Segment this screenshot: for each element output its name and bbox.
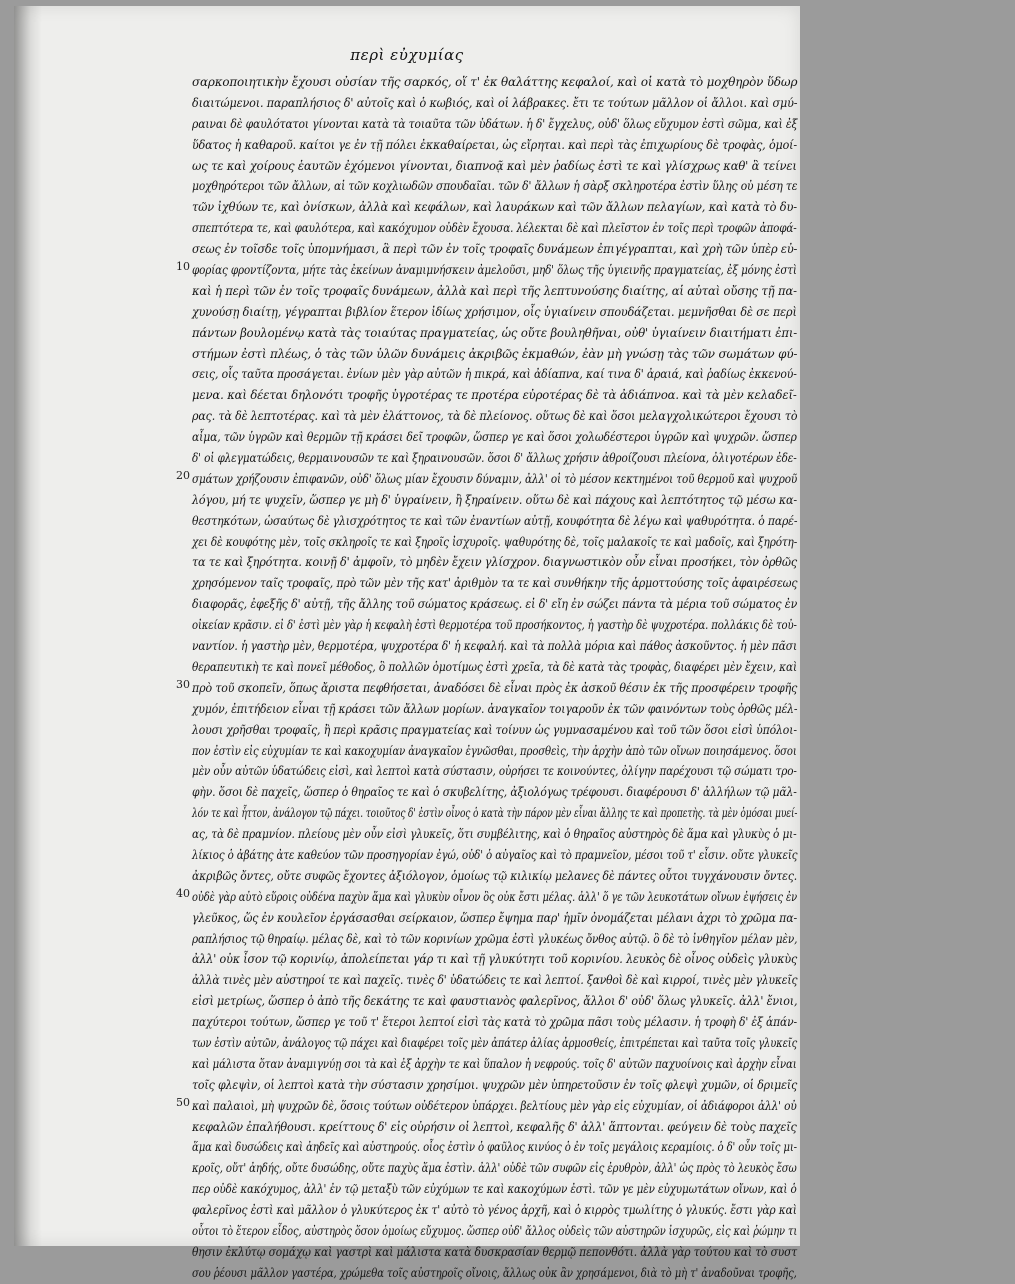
text-line [192, 1221, 797, 1242]
text-line [192, 490, 797, 511]
text-line [192, 1012, 797, 1033]
text-line [192, 1242, 797, 1263]
line-text: φὴν. ὅσοι δὲ παχεῖς, ὥσπερ ὁ θηραῖος τε καὶ ὁ σκυβελίτης, ἀξιολόγως τρέφουσι. διαφέρουσι δ' ἀλλήλων τῷ μᾶλ- [192, 785, 797, 800]
line-text: σου ῥέουσι μᾶλλον γαστέρα, χρώμεθα τοῖς αὐστηροῖς οἴνοις, ἄλλως οὐκ ἂν χρησάμενοι, διὰ τὸ μὴ τ' ἀναδοῦναι τροφῆς, [192, 1265, 797, 1280]
text-line [192, 782, 797, 803]
line-text: χυνούσῃ διαίτῃ, γέγραπται βιβλίον ἕτερον ἰδίως χρήσιμον, οἷς ὑγιαίνειν σπουδάζεται. μεμνῆσθαι δὲ σε περὶ [192, 304, 797, 319]
line-text: ἀλλὰ τινὲς μὲν αὐστηροί τε καὶ παχεῖς. τινὲς δ' ὑδατώδεις τε καὶ λεπτοί. ξανθοὶ δὲ καὶ κιρροί, τινὲς μὲν γλυκεῖς [192, 973, 798, 988]
line-text: μοχθηρότεροι τῶν ἄλλων, αἱ τῶν κοχλιωδῶν σπουδαῖαι. τῶν δ' ἄλλων ἡ σὰρξ σκληροτέρα ἐστὶν ὕλης οὐ μέση τε [192, 179, 798, 194]
text-line [176, 886, 798, 908]
text-line [192, 970, 797, 991]
line-text: των ἐστὶν αὐτῶν, ἀνάλογος τῷ πάχει καὶ διαφέρει τοῖς μὲν ἀπάτερ ἀλίας ἀρμοσθείς, ἐπιτρέπεται καὶ ταῦτα τοῖς γλυκεῖς [192, 1035, 798, 1050]
text-line [192, 406, 797, 427]
line-text: πάντων βουλομένῳ κατὰ τὰς τοιαύτας πραγματείας, ὡς οὔτε βουληθῆναι, οὐθ' ὑγιαίνειν διαιτήματι ἐπι- [192, 325, 798, 340]
line-text: στήμων ἐστὶ πλέως, ὁ τὰς τῶν ὑλῶν δυνάμεις ἀκριβῶς ἐκμαθών, ἐὰν μὴ γνώσῃ τὰς τῶν σωμάτων φύ- [192, 346, 798, 361]
text-line [192, 657, 797, 678]
text-line [192, 761, 797, 782]
text-line [192, 448, 797, 469]
line-number: 40 [176, 886, 190, 900]
text-line [192, 427, 797, 448]
line-text: σεως ἐν τοῖσδε τοῖς ὑπομνήμασι, ἃ περὶ τῶν ἐν τοῖς τροφαῖς δυνάμεων ἐπιγέγραπται, καὶ χρὴ τῶν ὑπὲρ εὐ- [192, 242, 798, 257]
line-text: γλεῦκος, ὥς ἐν κουλεῖον ἐργάσασθαι σείρκαιον, ὥσπερ ἔψημα παρ' ἡμῖν ὀνομάζεται μέλανι ἀχρι τὸ χρῶμα πα- [192, 910, 798, 925]
line-text: χρησόμενον ταῖς τροφαῖς, πρὸ τῶν μὲν τῆς κατ' ἀριθμὸν τα τε καὶ συνθήκην τῆς ἁρμοττούσης τοῖς ἀφαιρέσεως [192, 576, 798, 591]
text-line [192, 552, 797, 573]
text-line [192, 573, 797, 594]
line-text: δ' οἱ φλεγματώδεις, θερμαινουσῶν τε καὶ ξηραινουσῶν. ὅσοι δ' ἄλλως χρήσιν ἀθροίζουσι πλείονα, ὀλιγοτέρων ἐδε- [192, 451, 797, 466]
line-text: πον ἐστὶν εἰς εὐχυμίαν τε καὶ κακοχυμίαν ἀναγκαῖον ἐγνῶσθαι, προσθεὶς, τὴν ἀρχὴν ἀπὸ τῶν οἴνων ποιησάμενος. ὅσοι [192, 743, 797, 758]
line-number: 10 [176, 260, 190, 274]
line-text: καὶ μάλιστα ὅταν ἀναμιγνύῃ σοι τὰ καὶ ἐξ ἀρχὴν τε καὶ ὕπαλον ἡ νεφρούς. τοῖς δ' αὐτῶν παχυοίνοις καὶ ἀρχὴν εἶναι [192, 1056, 797, 1071]
text-line [192, 344, 797, 365]
text-line [192, 197, 797, 218]
text-line [192, 385, 797, 406]
text-line [192, 93, 797, 114]
line-text: καὶ ἡ περὶ τῶν ἐν τοῖς τροφαῖς δυνάμεων, ἀλλὰ καὶ περὶ τῆς λεπτυνούσης διαίτης, αἱ αὐταὶ οὔσης τῇ πα- [192, 283, 797, 298]
text-line [192, 1117, 797, 1138]
line-text: λόν τε καὶ ἧττον, ἀνάλογον τῷ πάχει. τοιοῦτος δ' ἐστὶν οἶνος ὁ κατὰ τὴν πάρον μὲν εἶναι ἄλλης τε καὶ προπετὴς. τὰ μὲν ὁμόσαι μυεί- [192, 806, 798, 821]
text-line [192, 720, 797, 741]
line-text: κροῖς, οὔτ' ἀηδής, οὔτε δυσώδης, οὔτε παχὺς ἅμα ἐστὶν. ἀλλ' οὐδὲ τῶν συφῶν εἰς ἐρυθρὸν, ἀλλ' ὡς πρὸς τὸ λευκὸς ἔσω [192, 1161, 797, 1176]
text-line [192, 532, 797, 553]
line-text: περ οὐδὲ κακόχυμος, ἀλλ' ἐν τῷ μεταξὺ τῶν εὐχύμων τε καὶ κακοχύμων ἐστὶ. τῶν γε μὲν εὐχυμωτάτων οἴνων, καὶ ὁ [192, 1182, 797, 1197]
line-text: εἰσὶ μετρίως, ὥσπερ ὁ ἀπὸ τῆς δεκάτης τε καὶ φαυστιανὸς φαλερῖνος, ἄλλοι δ' οὐδ' ὅλως γλυκεῖς. ἀλλ' ἔνιοι, [192, 994, 798, 1009]
line-number: 20 [176, 468, 190, 482]
text-line [176, 677, 798, 699]
line-text: οὗτοι τὸ ἕτερον εἶδος, αὐστηρὸς ὅσον ὁμοίως εὔχυμος. ὥσπερ οὐδ' ἄλλος οὐδεὶς τῶν αὐστηρῶν ἰσχυρῶς, εἰς καὶ ῥώμην τι [192, 1223, 798, 1238]
line-text: διαιτώμενοι. παραπλήσιος δ' αὐτοῖς καὶ ὁ κωβιός, καὶ οἱ λάβρακες. ἔτι τε τούτων μᾶλλον οἱ ἄλλοι. καὶ σμύ- [192, 95, 798, 110]
text-line [192, 636, 797, 657]
line-text: σπεπτότερα τε, καὶ φαυλότερα, καὶ κακόχυμον οὐδὲν ἔχουσα. λέλεκται δὲ καὶ πλεῖστον ἐν τοῖς περὶ τροφῶν ἀποφά- [192, 221, 797, 236]
text-line [192, 1200, 797, 1221]
line-text: σαρκοποιητικὴν ἔχουσι οὐσίαν τῆς σαρκός, οἵ τ' ἐκ θαλάττης κεφαλοί, καὶ οἱ κατὰ τὸ μοχθηρὸν ὕδωρ [192, 75, 798, 89]
running-head: περὶ εὐχυμίας [350, 46, 464, 64]
text-line [192, 949, 797, 970]
text-line [192, 1033, 797, 1054]
text-line [192, 511, 797, 532]
line-text: ναντίον. ἡ γαστὴρ μὲν, θερμοτέρα, ψυχροτέρα δ' ἡ κεφαλή. καὶ τὰ πολλὰ μόρια καὶ πάθος ἀσκοῦντος. ἡ μὲν πᾶσι [192, 639, 798, 654]
line-text: σεις, οἷς ταῦτα προσάγεται. ἐνίων μὲν γὰρ αὐτῶν ἡ πικρά, καὶ ἀδίαπνα, καί τινα δ' ἀραιά, καὶ ῥαδίως ἐκκενού- [192, 367, 797, 382]
text-line [176, 1095, 797, 1117]
line-text: λουσι χρῆσθαι τροφαῖς, ἢ περὶ κρᾶσις πραγματείας καὶ τοίνυν ὡς γυμνασαμένου καὶ τοῦ τῶν ὅσοι εἰσὶ ὑπόλοι- [192, 722, 797, 737]
text-line [192, 72, 797, 93]
line-text: σμάτων χρήζουσιν ἐπιφανῶν, οὐδ' ὅλως μίαν ἔχουσιν δύναμιν, ἀλλ' οἱ τὸ μέσον κεκτημένοι τοῦ θερμοῦ καὶ ψυχροῦ [192, 471, 798, 486]
line-text: ὕδατος ἡ καθαροῦ. καίτοι γε ἐν τῇ πόλει ἐκκαθαίρεται, ὡς εἴρηται. καὶ περὶ τὰς ἐπιχωρίους δὲ τροφὰς, ὁμοί- [192, 137, 798, 152]
line-text: θησιν ἐκλύτῳ σομάχῳ καὶ γαστρὶ καὶ μάλιστα κατὰ δυσκρασίαν θερμῷ πεπονθότι. ἀλλὰ γὰρ τούτου καὶ τὸ συστ [192, 1244, 798, 1259]
line-text: ραπλήσιος τῷ θηραίῳ. μέλας δὲ, καὶ τὸ τῶν κορινίων χρῶμα ἐστὶ γλυκέως ὄνθος αὐτῷ. ὃ δὲ τὸ ἰνθηγῖον μέλαν μὲν, [192, 931, 798, 946]
line-text: οὐδὲ γὰρ αὐτὸ εὕροις οὐδένα παχὺν ἅμα καὶ γλυκὺν οἶνον ὃς οὐκ ἔστι μέλας. ἀλλ' ὅ γε τῶν λευκοτάτων οἴνων ἐψήσεις ἐν [192, 889, 798, 904]
line-text: ραιναι δὲ φαυλότατοι γίνονται κατὰ τὰ τοιαῦτα τῶν ὑδάτων. ἡ δ' ἔγχελυς, οὐδ' ὅλως εὔχυμον ἐστὶ σῶμα, καὶ ἐξ [192, 116, 798, 131]
text-line [192, 845, 797, 866]
text-line [192, 176, 797, 197]
line-text: τῶν ἰχθύων τε, καὶ ὀνίσκων, ἀλλὰ καὶ κεφάλων, καὶ λαυράκων καὶ τῶν ἄλλων πελαγίων, καὶ κατὰ τὸ δυ- [192, 200, 797, 215]
text-line [192, 594, 797, 615]
text-line [192, 364, 797, 385]
text-line [176, 260, 797, 281]
line-text: μενα. καὶ δέεται δηλονότι τροφῆς ὑγροτέρας τε προτέρα εὐροτέρας δὲ τὰ ἀδιάπνοα. καὶ τὰ μὲν κελαδεῖ- [192, 388, 797, 403]
line-number: 30 [176, 677, 190, 691]
text-line [192, 1054, 797, 1075]
line-text: χει δὲ κουφότης μὲν, τοῖς σκληροῖς τε καὶ ξηροῖς ἰσχυροῖς. ψαθυρότης δὲ, τοῖς μαλακοῖς τε καὶ μαδοῖς, καὶ ξηρότη- [192, 534, 798, 549]
line-text: μὲν οὖν αὐτῶν ὑδατώδεις εἰσὶ, καὶ λεπτοὶ κατὰ σύστασιν, οὐρήσει τε κοινούντες, ὀλίγην παρέχουσι τῷ σώματι τρο- [192, 764, 797, 779]
line-text: οἰκείαν κρᾶσιν. εἰ δ' ἐστὶ μὲν γὰρ ἡ κεφαλὴ ἐστὶ θερμοτέρα τοῦ προσήκοντος, ἡ γαστὴρ δὲ ψυχροτέρα. πολλάκις δὲ τοὐ- [192, 618, 797, 633]
text-line [176, 468, 798, 490]
line-text: φαλερῖνος ἐστὶ καὶ μᾶλλον ὁ γλυκύτερος ἐκ τ' αὐτὸ τὸ γένος ἀρχῆ, καὶ ὁ κιρρὸς τμωλίτης ὁ γλυκύς. ἔστι γὰρ καὶ [192, 1203, 797, 1218]
line-text: ἀκριβῶς ὄντες, οὔτε συφῶς ἔχοντες ἀξιόλογον, ὁμοίως τῷ κιλικίῳ μελανες δὲ πάντες οὗτοι τυγχάνουσιν ὄντες. [192, 868, 798, 883]
text-line [192, 741, 797, 762]
text-line [192, 281, 797, 302]
line-text: διαφορᾶς, ἐφεξῆς δ' αὐτῇ, τῆς ἄλλης τοῦ σώματος κράσεως. εἰ δ' εἴη ἐν σώζει πάντα τὰ μέρια τοῦ σώματος ἐν [192, 597, 798, 612]
text-line [192, 218, 797, 239]
text-block [176, 72, 798, 1284]
text-line [192, 239, 797, 260]
text-line [192, 135, 797, 156]
line-text: ρας. τὰ δὲ λεπτοτέρας. καὶ τὰ μὲν ἐλάττονος, τὰ δὲ πλείονος. οὕτως δὲ καὶ ὅσοι μελαγχολικώτεροι ἔχουσι τὸ [192, 409, 798, 424]
line-text: ας, τὰ δὲ πραμνίον. πλείους μὲν οὖν εἰσὶ γλυκεῖς, ὅτι συμβέλιτης, καὶ ὁ θηραῖος αὐστηρὸς δὲ ἅμα καὶ γλυκὺς ὁ μι- [192, 827, 797, 842]
line-text: λίκιος ὁ ἀβάτης ἀτε καθεύον τῶν προσηγορίαν ἐγώ, οὐδ' ὁ αὐγαῖος καὶ τὸ πραμνεῖον, μέσοι τοῦ τ' εἶσιν. οὔτε γλυκεῖς [192, 847, 798, 862]
line-text: ἀλλ' οὐκ ἶσον τῷ κορινίῳ, ἀπολείπεται γάρ τι καὶ τῇ γλυκύτητι τοῦ κορινίου. λευκὸς δὲ οἶνος οὐδεὶς γλυκὺς [192, 952, 798, 967]
line-text: αἷμα, τῶν ὑγρῶν καὶ θερμῶν τῇ κράσει δεῖ τροφῶν, ὥσπερ γε καὶ ὅσοι χολωδέστεροι ὑγρῶν καὶ ψυχρῶν. ὥσπερ [192, 430, 797, 445]
text-line [192, 1137, 797, 1158]
line-text: θεραπευτικὴ τε καὶ πονεῖ μέθοδος, ὃ πολλῶν ὁμοτίμως ἐστὶ χρεῖα, τὰ δὲ κατὰ τὰς τροφὰς, διαφέρει μὲν ἔχειν, καὶ [192, 659, 798, 674]
text-line [192, 908, 797, 929]
text-line [192, 866, 797, 887]
text-line [192, 1263, 797, 1284]
line-text: λόγου, μή τε ψυχεῖν, ὥσπερ γε μὴ δ' ὑγραίνειν, ἢ ξηραίνειν. οὕτω δὲ καὶ πάχους καὶ λεπτότητος τῷ μέσω κα- [192, 492, 798, 507]
text-line [192, 615, 797, 636]
line-text: θεστηκότων, ὡσαύτως δὲ γλισχρότητος τε καὶ τῶν ἐναντίων αὐτῇ, κουφότητα δὲ λέγω καὶ ψαθυρότητα. ὁ παρέ- [192, 513, 798, 528]
line-text: φορίας φροντίζοντα, μήτε τὰς ἐκείνων ἀναμιμνήσκειν ἀμελοῦσι, μηδ' ὅλως τῆς ὑγιεινῆς πραγματείας, ἐξ μόνης ἐστὶ [192, 263, 797, 278]
line-text: χυμόν, ἐπιτήδειον εἶναι τῇ κράσει τῶν ἄλλων μορίων. ἀναγκαῖον τοιγαροῦν ἐκ τῶν φαινόντων τοὺς ὀρθῶς μέλ- [192, 701, 798, 716]
line-text: καὶ παλαιοὶ, μὴ ψυχρῶν δὲ, ὅσοις τούτων οὐδέτερον ὑπάρχει. βελτίους μὲν γὰρ εἰς εὐχυμίαν, οἱ ἀδιάφοροι ἀλλ' οὐ [192, 1098, 797, 1113]
text-line [192, 1158, 797, 1179]
book-page [14, 6, 800, 1280]
text-line [192, 323, 797, 344]
text-line [192, 156, 797, 177]
text-line [192, 114, 797, 135]
text-line [192, 803, 797, 824]
line-text: τα τε καὶ ξηρότητα. κοινῇ δ' ἀμφοῖν, τὸ μηδὲν ἔχειν γλίσχρον. διαγνωστικὸν οὖν εἶναι προσήκει, τὸν ὀρθῶς [192, 555, 798, 570]
line-text: ως τε καὶ χοίρους ἑαυτῶν ἐχόμενοι γίνονται, διαπνοᾷ καὶ μὲν ῥαδίως ἐστὶ τε καὶ γλίσχρως καθ' ἃ τείνει [192, 158, 797, 173]
gutter-shadow [14, 6, 42, 1246]
line-text: πρὸ τοῦ σκοπεῖν, ὅπως ἄριστα πεφθήσεται, ἀναδόσει δὲ εἶναι πρὸς ἐκ ἀσκοῦ θέσιν ἐκ τῆς προσφέρειν τροφῆς [192, 680, 798, 695]
line-text: παχύτεροι τούτων, ὥσπερ γε τοῦ τ' ἕτεροι λεπτοί εἰσὶ τὰς κατὰ τὸ χρῶμα πᾶσι τοὺς μέλασιν. ἡ τροφὴ δ' ἐξ ἁπάν- [192, 1015, 798, 1030]
line-text: ἅμα καὶ δυσώδεις καὶ ἀηδεῖς καὶ αὐστηρούς. οἷος ἐστὶν ὁ φαῦλος κινύος ὁ ἐν τοῖς μεγάλοις κεραμίοις. ὁ δ' οὖν τοῖς μι- [192, 1140, 797, 1155]
text-line [192, 991, 797, 1012]
line-number: 50 [176, 1095, 190, 1109]
text-line [192, 824, 797, 845]
line-text: κεφαλῶν ἐπαλήθουσι. κρείττους δ' εἰς οὐρήσιν οἱ λεπτοὶ, κεφαλῆς δ' ἀλλ' ἅπτονται. φεύγειν δὲ τοὺς παχεῖς [192, 1119, 797, 1134]
text-line [192, 929, 797, 950]
text-line [192, 302, 797, 323]
line-text: τοῖς φλεψὶν, οἱ λεπτοὶ κατὰ τὴν σύστασιν χρησίμοι. ψυχρῶν μὲν ὑπηρετοῦσιν ἐν τοῖς φλεψὶ χυμῶν, οἱ δριμεῖς [192, 1077, 798, 1092]
text-line [192, 1179, 797, 1200]
text-line [192, 1075, 797, 1096]
text-line [192, 699, 797, 720]
